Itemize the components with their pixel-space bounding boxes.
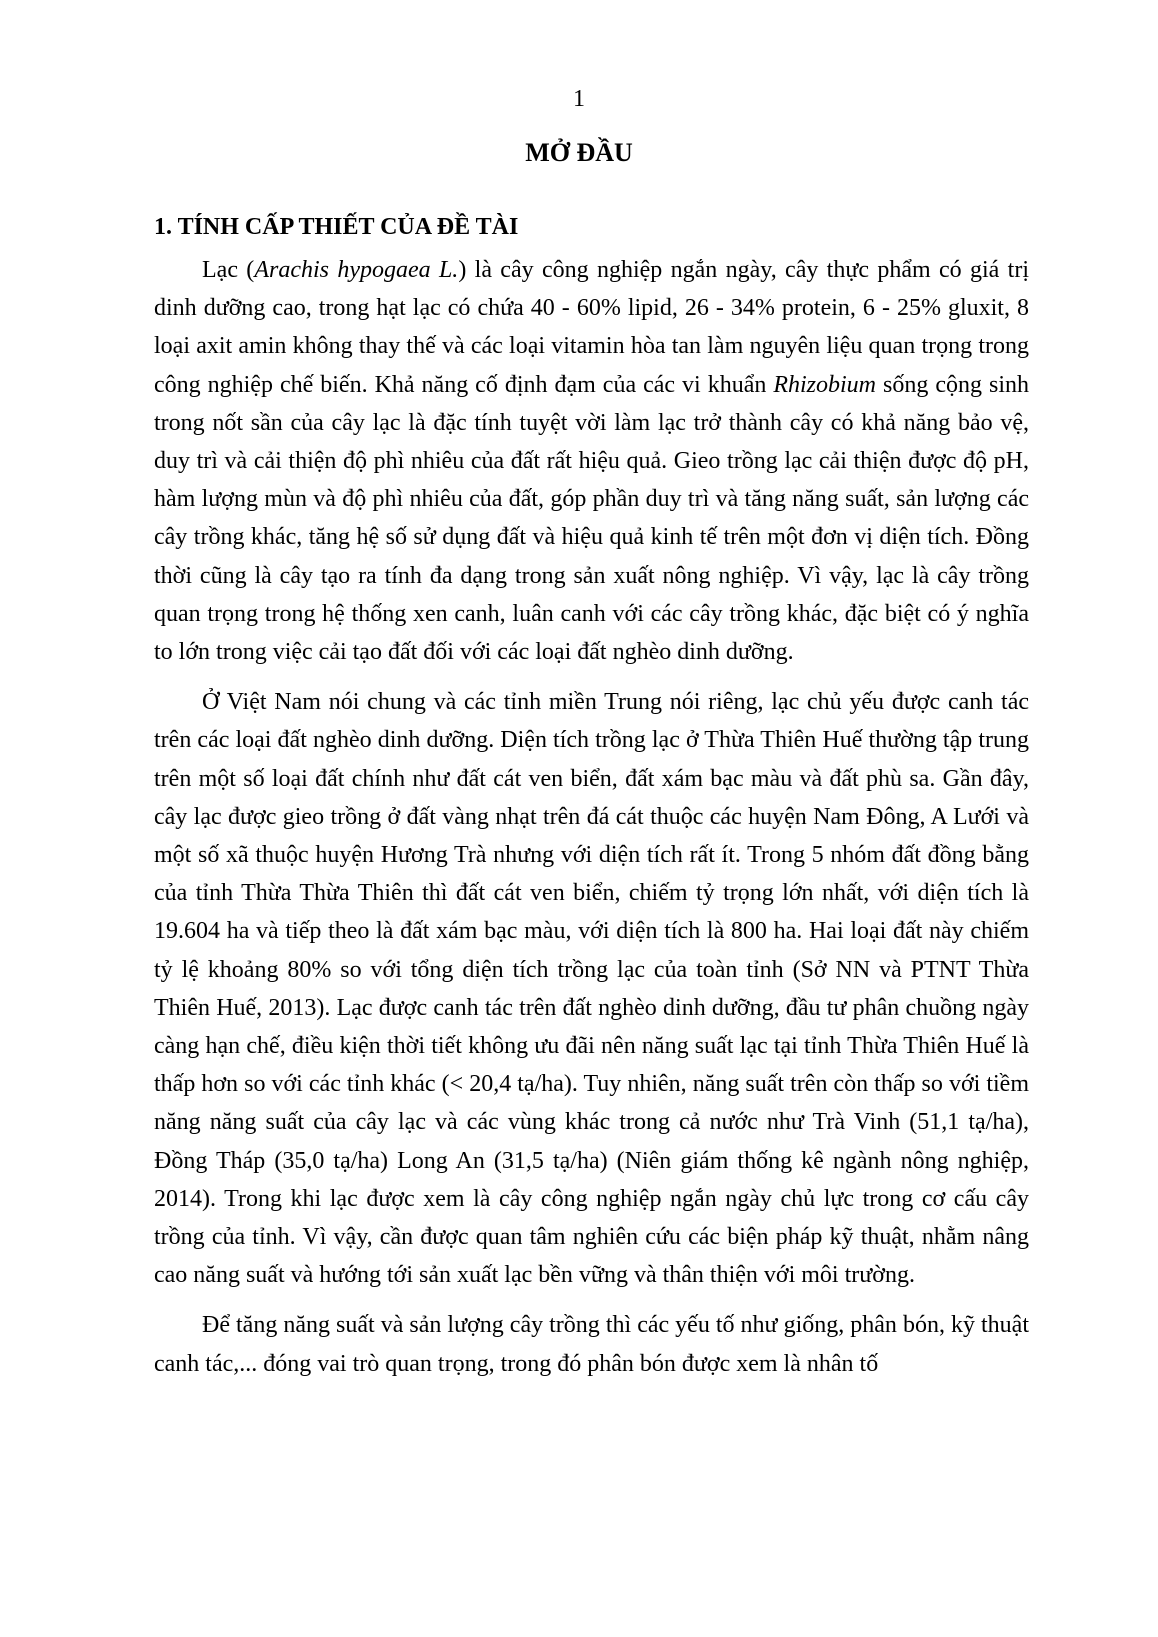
section-heading: 1. TÍNH CẤP THIẾT CỦA ĐỀ TÀI (154, 214, 519, 240)
genus-name: Rhizobium (773, 371, 877, 398)
body-text (154, 251, 1029, 1383)
paragraph-1-text-end: sống cộng sinh trong nốt sần của cây lạc là đặc tính tuyệt vời làm lạc trở thành cây có khả năng bảo vệ, duy trì và cải thiện độ phì nhiêu của đất rất hiệu quả. Gieo trồng lạc cải thiện được độ pH, hàm lượng mùn và độ phì nhiêu của đất, góp phần duy trì và tăng năng suất, sản lượng các cây trồng khác, tăng hệ số sử dụng đất và hiệu quả kinh tế trên một đơn vị diện tích. Đồng thời cũng là cây tạo ra tính đa dạng trong sản xuất nông nghiệp. Vì vậy, lạc là cây trồng quan trọng trong hệ thống xen canh, luân canh với các cây trồng khác, đặc biệt có ý nghĩa to lớn trong việc cải tạo đất đối với các loại đất nghèo dinh dưỡng. (154, 371, 1029, 666)
paragraph-2: Ở Việt Nam nói chung và các tỉnh miền Trung nói riêng, lạc chủ yếu được canh tác trên các loại đất nghèo dinh dưỡng. Diện tích trồng lạc ở Thừa Thiên Huế thường tập trung trên một số loại đất chính như đất cát ven biển, đất xám bạc màu và đất phù sa. Gần đây, cây lạc được gieo trồng ở đất vàng nhạt trên đá cát thuộc các huyện Nam Đông, A Lưới và một số xã thuộc huyện Hương Trà nhưng với diện tích rất ít. Trong 5 nhóm đất đồng bằng của tỉnh Thừa Thừa Thiên thì đất cát ven biển, chiếm tỷ trọng lớn nhất, với diện tích là 19.604 ha và tiếp theo là đất xám bạc màu, với diện tích là 800 ha. Hai loại đất này chiếm tỷ lệ khoảng 80% so với tổng diện tích trồng lạc của toàn tỉnh (Sở NN và PTNT Thừa Thiên Huế, 2013). Lạc được canh tác trên đất nghèo dinh dưỡng, đầu tư phân chuồng ngày càng hạn chế, điều kiện thời tiết không ưu đãi nên năng suất lạc tại tỉnh Thừa Thiên Huế là thấp hơn so với các tỉnh khác (< 20,4 tạ/ha). Tuy nhiên, năng suất trên còn thấp so với tiềm năng năng suất của cây lạc và các vùng khác trong cả nước như Trà Vinh (51,1 tạ/ha), Đồng Tháp (35,0 tạ/ha) Long An (31,5 tạ/ha) (Niên giám thống kê ngành nông nghiệp, 2014). Trong khi lạc được xem là cây công nghiệp ngắn ngày chủ lực trong cơ cấu cây trồng của tỉnh. Vì vậy, cần được quan tâm nghiên cứu các biện pháp kỹ thuật, nhằm nâng cao năng suất và hướng tới sản xuất lạc bền vững và thân thiện với môi trường. (154, 689, 1029, 1289)
page-number: 1 (573, 86, 585, 112)
paragraph-1 (154, 251, 1029, 671)
paragraph-1-text-middle: ) là cây công nghiệp ngắn ngày, cây thực phẩm có giá trị dinh dưỡng cao, trong hạt lạc có chứa 40 - 60% lipid, 26 - 34% protein, 6 - 25% gluxit, 8 loại axit amin không thay thế và các loại vitamin hòa tan làm nguyên liệu quan trọng trong công nghiệp chế biến. Khả năng cố định đạm của các vi khuẩn (154, 257, 1030, 398)
page-title: MỞ ĐẦU (525, 138, 633, 167)
species-name: Arachis hypogaea L. (254, 257, 459, 283)
paragraph-1-text-start: Lạc ( (202, 257, 255, 283)
paragraph-3: Để tăng năng suất và sản lượng cây trồng thì các yếu tố như giống, phân bón, kỹ thuật canh tác,... đóng vai trò quan trọng, trong đó phân bón được xem là nhân tố (154, 1312, 1029, 1377)
